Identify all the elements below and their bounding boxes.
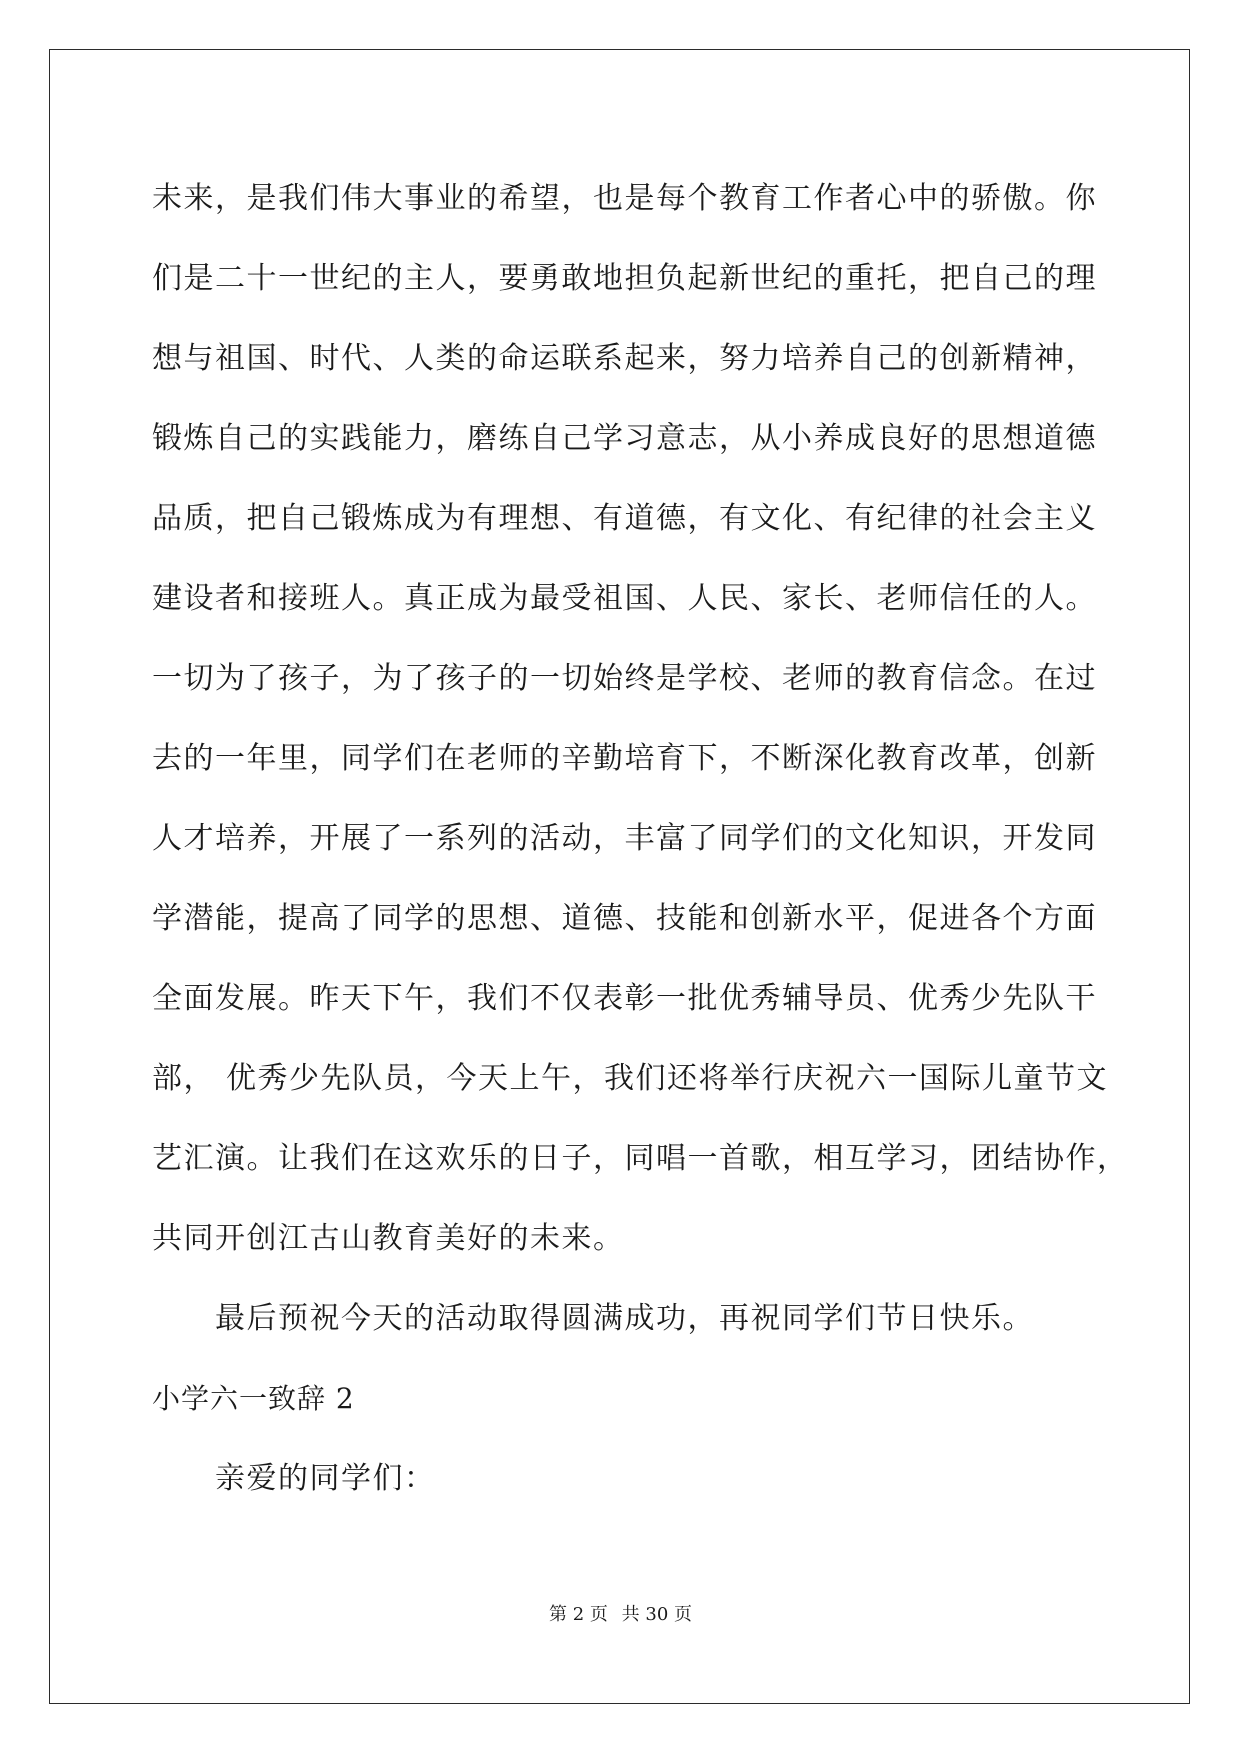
paragraph-line: 艺汇演。让我们在这欢乐的日子，同唱一首歌，相互学习，团结协作， <box>152 1141 1129 1176</box>
paragraph-line: 想与祖国、时代、人类的命运联系起来，努力培养自己的创新精神， <box>152 341 1097 376</box>
document-body <box>152 159 1129 1519</box>
paragraph-line: 锻炼自己的实践能力，磨练自己学习意志，从小养成良好的思想道德 <box>152 421 1097 456</box>
paragraph-line: 建设者和接班人。真正成为最受祖国、人民、家长、老师信任的人。 <box>152 581 1097 616</box>
paragraph-line: 全面发展。昨天下午，我们不仅表彰一批优秀辅导员、优秀少先队干 <box>152 981 1097 1016</box>
paragraph-line: 们是二十一世纪的主人，要勇敢地担负起新世纪的重托，把自己的理 <box>152 261 1097 296</box>
paragraph-line: 未来，是我们伟大事业的希望，也是每个教育工作者心中的骄傲。你 <box>152 181 1097 216</box>
paragraph-line: 品质，把自己锻炼成为有理想、有道德，有文化、有纪律的社会主义 <box>152 501 1097 536</box>
greeting-line: 亲爱的同学们： <box>215 1461 436 1496</box>
paragraph-line: 人才培养，开展了一系列的活动，丰富了同学们的文化知识，开发同 <box>152 821 1097 856</box>
paragraph-line: 去的一年里，同学们在老师的辛勤培育下，不断深化教育改革，创新 <box>152 741 1097 776</box>
page-total: 共 30 页 <box>621 1604 692 1625</box>
page-footer <box>0 1600 1241 1626</box>
paragraph-line: 一切为了孩子，为了孩子的一切始终是学校、老师的教育信念。在过 <box>152 661 1097 696</box>
closing-line: 最后预祝今天的活动取得圆满成功，再祝同学们节日快乐。 <box>215 1301 1034 1336</box>
paragraph-line: 学潜能，提高了同学的思想、道德、技能和创新水平，促进各个方面 <box>152 901 1097 936</box>
paragraph-line: 部， 优秀少先队员，今天上午，我们还将举行庆祝六一国际儿童节文 <box>152 1061 1109 1096</box>
page-number: 第 2 页 <box>549 1604 608 1625</box>
section-heading: 小学六一致辞 2 <box>152 1382 355 1415</box>
paragraph-line: 共同开创江古山教育美好的未来。 <box>152 1221 625 1256</box>
